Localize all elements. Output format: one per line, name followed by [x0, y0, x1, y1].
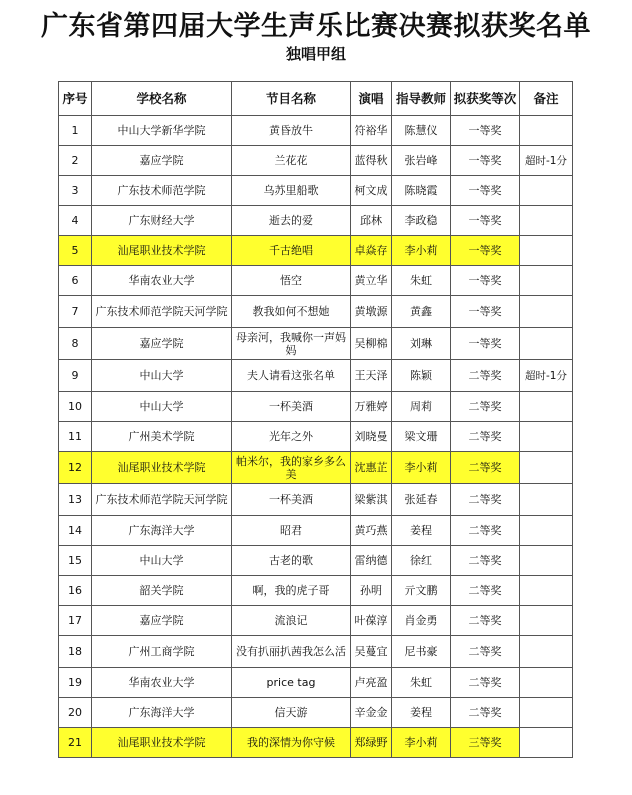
- cell-singer: 柯文成: [351, 176, 392, 206]
- table-row: [59, 206, 573, 236]
- header-no: 序号: [59, 82, 92, 116]
- cell-school: 华南农业大学: [92, 668, 232, 698]
- cell-program: 母亲河，我喊你一声妈妈: [232, 328, 351, 360]
- cell-program: 光年之外: [232, 422, 351, 452]
- cell-no: 11: [59, 422, 92, 452]
- cell-singer: 郑绿野: [351, 728, 392, 758]
- cell-award: 二等奖: [451, 576, 520, 606]
- cell-singer: 沈惠芷: [351, 452, 392, 484]
- cell-singer: 孙明: [351, 576, 392, 606]
- cell-program: 信天游: [232, 698, 351, 728]
- table-row: [59, 422, 573, 452]
- cell-award: 一等奖: [451, 266, 520, 296]
- cell-no: 18: [59, 636, 92, 668]
- cell-school: 汕尾职业技术学院: [92, 452, 232, 484]
- cell-program: 没有扒丽扒茜我怎么活: [232, 636, 351, 668]
- cell-award: 二等奖: [451, 422, 520, 452]
- cell-school: 嘉应学院: [92, 146, 232, 176]
- cell-teacher: 张岩峰: [392, 146, 451, 176]
- cell-teacher: 梁文珊: [392, 422, 451, 452]
- cell-note: 超时-1分: [520, 146, 573, 176]
- cell-program: 教我如何不想她: [232, 296, 351, 328]
- cell-no: 9: [59, 360, 92, 392]
- cell-school: 广州工商学院: [92, 636, 232, 668]
- cell-school: 广东财经大学: [92, 206, 232, 236]
- header-teacher: 指导教师: [392, 82, 451, 116]
- table-row: [59, 296, 573, 328]
- table-row: [59, 606, 573, 636]
- cell-teacher: 朱虹: [392, 668, 451, 698]
- cell-note: [520, 206, 573, 236]
- cell-teacher: 刘琳: [392, 328, 451, 360]
- cell-award: 二等奖: [451, 484, 520, 516]
- table-body: [59, 116, 573, 758]
- cell-teacher: 李小莉: [392, 728, 451, 758]
- cell-note: [520, 116, 573, 146]
- cell-note: [520, 328, 573, 360]
- cell-no: 10: [59, 392, 92, 422]
- cell-singer: 刘晓曼: [351, 422, 392, 452]
- cell-school: 广东技术师范学院天河学院: [92, 296, 232, 328]
- cell-singer: 符裕华: [351, 116, 392, 146]
- cell-note: [520, 452, 573, 484]
- cell-program: 千古绝唱: [232, 236, 351, 266]
- table-row: [59, 176, 573, 206]
- header-school: 学校名称: [92, 82, 232, 116]
- table-row: [59, 452, 573, 484]
- cell-school: 华南农业大学: [92, 266, 232, 296]
- cell-program: 乌苏里船歌: [232, 176, 351, 206]
- cell-singer: 雷纳德: [351, 546, 392, 576]
- table-row: [59, 668, 573, 698]
- table-row: [59, 698, 573, 728]
- cell-school: 广东技术师范学院天河学院: [92, 484, 232, 516]
- cell-note: [520, 484, 573, 516]
- cell-singer: 卓焱存: [351, 236, 392, 266]
- cell-program: 我的深情为你守候: [232, 728, 351, 758]
- cell-singer: 吴柳棉: [351, 328, 392, 360]
- cell-award: 一等奖: [451, 328, 520, 360]
- cell-teacher: 姜程: [392, 698, 451, 728]
- cell-award: 二等奖: [451, 546, 520, 576]
- cell-teacher: 李小莉: [392, 236, 451, 266]
- cell-singer: 吴蔓宜: [351, 636, 392, 668]
- cell-note: [520, 606, 573, 636]
- cell-school: 韶关学院: [92, 576, 232, 606]
- table-row: [59, 546, 573, 576]
- table-row: [59, 146, 573, 176]
- cell-no: 15: [59, 546, 92, 576]
- cell-no: 4: [59, 206, 92, 236]
- cell-award: 一等奖: [451, 296, 520, 328]
- cell-singer: 万雅婷: [351, 392, 392, 422]
- cell-teacher: 徐红: [392, 546, 451, 576]
- table-row: [59, 576, 573, 606]
- cell-school: 汕尾职业技术学院: [92, 728, 232, 758]
- cell-award: 二等奖: [451, 452, 520, 484]
- cell-teacher: 姜程: [392, 516, 451, 546]
- cell-school: 广州美术学院: [92, 422, 232, 452]
- cell-award: 一等奖: [451, 236, 520, 266]
- cell-award: 二等奖: [451, 698, 520, 728]
- table-row: [59, 392, 573, 422]
- award-table: [58, 81, 573, 758]
- cell-program: 一杯美酒: [232, 392, 351, 422]
- cell-note: 超时-1分: [520, 360, 573, 392]
- cell-note: [520, 728, 573, 758]
- cell-teacher: 周莉: [392, 392, 451, 422]
- table-row: [59, 516, 573, 546]
- cell-school: 中山大学: [92, 360, 232, 392]
- table-row: [59, 360, 573, 392]
- cell-no: 16: [59, 576, 92, 606]
- cell-singer: 王天泽: [351, 360, 392, 392]
- cell-singer: 梁紫淇: [351, 484, 392, 516]
- cell-no: 1: [59, 116, 92, 146]
- cell-singer: 黄巧燕: [351, 516, 392, 546]
- cell-program: 夫人请看这张名单: [232, 360, 351, 392]
- cell-award: 二等奖: [451, 636, 520, 668]
- cell-teacher: 黄鑫: [392, 296, 451, 328]
- cell-singer: 蓝得秋: [351, 146, 392, 176]
- cell-note: [520, 636, 573, 668]
- cell-teacher: 李小莉: [392, 452, 451, 484]
- cell-teacher: 亓文鹏: [392, 576, 451, 606]
- cell-award: 一等奖: [451, 206, 520, 236]
- cell-award: 一等奖: [451, 176, 520, 206]
- cell-note: [520, 546, 573, 576]
- cell-no: 20: [59, 698, 92, 728]
- cell-teacher: 陈晓霞: [392, 176, 451, 206]
- cell-award: 二等奖: [451, 668, 520, 698]
- cell-teacher: 尼书豪: [392, 636, 451, 668]
- cell-no: 21: [59, 728, 92, 758]
- cell-teacher: 陈慧仪: [392, 116, 451, 146]
- cell-note: [520, 422, 573, 452]
- cell-note: [520, 516, 573, 546]
- cell-program: 悟空: [232, 266, 351, 296]
- cell-school: 广东海洋大学: [92, 698, 232, 728]
- cell-teacher: 陈颖: [392, 360, 451, 392]
- cell-no: 17: [59, 606, 92, 636]
- cell-singer: 黄立华: [351, 266, 392, 296]
- cell-teacher: 肖金勇: [392, 606, 451, 636]
- cell-note: [520, 392, 573, 422]
- cell-award: 三等奖: [451, 728, 520, 758]
- cell-note: [520, 176, 573, 206]
- cell-singer: 卢亮盈: [351, 668, 392, 698]
- cell-note: [520, 668, 573, 698]
- cell-no: 13: [59, 484, 92, 516]
- cell-note: [520, 576, 573, 606]
- cell-singer: 叶葆淳: [351, 606, 392, 636]
- cell-singer: 黄墩源: [351, 296, 392, 328]
- cell-award: 二等奖: [451, 516, 520, 546]
- table-header-row: [59, 82, 573, 116]
- cell-award: 二等奖: [451, 392, 520, 422]
- cell-note: [520, 698, 573, 728]
- cell-program: 黄昏放牛: [232, 116, 351, 146]
- cell-note: [520, 266, 573, 296]
- document-title: 广东省第四届大学生声乐比赛决赛拟获奖名单: [41, 11, 591, 42]
- table-row: [59, 328, 573, 360]
- cell-teacher: 李政稳: [392, 206, 451, 236]
- cell-program: 昭君: [232, 516, 351, 546]
- table-row: [59, 636, 573, 668]
- cell-note: [520, 236, 573, 266]
- cell-award: 二等奖: [451, 360, 520, 392]
- cell-no: 19: [59, 668, 92, 698]
- cell-no: 14: [59, 516, 92, 546]
- cell-program: 古老的歌: [232, 546, 351, 576]
- cell-program: price tag: [232, 668, 351, 698]
- cell-program: 啊，我的虎子哥: [232, 576, 351, 606]
- cell-award: 一等奖: [451, 116, 520, 146]
- header-program: 节目名称: [232, 82, 351, 116]
- cell-program: 逝去的爱: [232, 206, 351, 236]
- table-row: [59, 236, 573, 266]
- cell-note: [520, 296, 573, 328]
- cell-no: 2: [59, 146, 92, 176]
- cell-school: 中山大学: [92, 546, 232, 576]
- header-award: 拟获奖等次: [451, 82, 520, 116]
- cell-no: 6: [59, 266, 92, 296]
- cell-program: 一杯美酒: [232, 484, 351, 516]
- cell-no: 7: [59, 296, 92, 328]
- cell-school: 广东海洋大学: [92, 516, 232, 546]
- cell-award: 二等奖: [451, 606, 520, 636]
- cell-no: 8: [59, 328, 92, 360]
- table-row: [59, 484, 573, 516]
- cell-school: 汕尾职业技术学院: [92, 236, 232, 266]
- header-singer: 演唱: [351, 82, 392, 116]
- cell-school: 嘉应学院: [92, 606, 232, 636]
- document-subtitle: 独唱甲组: [285, 45, 346, 63]
- table-row: [59, 116, 573, 146]
- cell-no: 5: [59, 236, 92, 266]
- cell-no: 12: [59, 452, 92, 484]
- cell-school: 中山大学: [92, 392, 232, 422]
- cell-program: 流浪记: [232, 606, 351, 636]
- cell-program: 帕米尔，我的家乡多么美: [232, 452, 351, 484]
- table-row: [59, 728, 573, 758]
- cell-award: 一等奖: [451, 146, 520, 176]
- cell-school: 嘉应学院: [92, 328, 232, 360]
- cell-school: 广东技术师范学院: [92, 176, 232, 206]
- cell-singer: 邱林: [351, 206, 392, 236]
- header-note: 备注: [520, 82, 573, 116]
- cell-no: 3: [59, 176, 92, 206]
- cell-teacher: 朱虹: [392, 266, 451, 296]
- table-row: [59, 266, 573, 296]
- cell-teacher: 张延春: [392, 484, 451, 516]
- cell-program: 兰花花: [232, 146, 351, 176]
- cell-singer: 辛金金: [351, 698, 392, 728]
- cell-school: 中山大学新华学院: [92, 116, 232, 146]
